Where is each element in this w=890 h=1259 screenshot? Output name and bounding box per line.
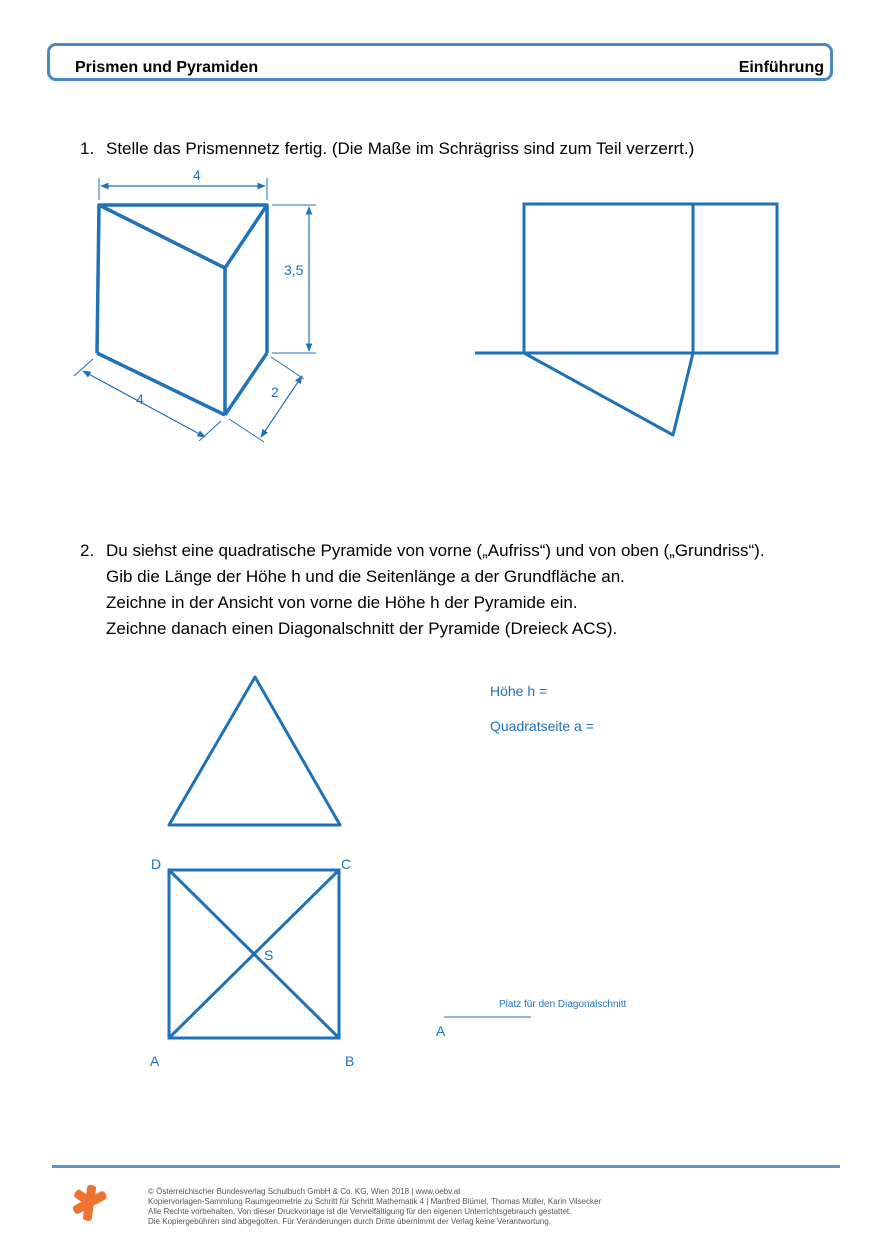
footer-line-3: Alle Rechte vorbehalten. Von dieser Druckvorlage ist die Vervielfältigung für den eigenen Unterrichtsgebrauch gestattet.	[148, 1207, 572, 1216]
prism-edge	[97, 205, 99, 353]
dimension-extension	[199, 421, 221, 441]
section-label: Einführung	[738, 59, 824, 76]
publisher-logo-icon	[70, 1183, 110, 1223]
pyramid-front-view	[169, 677, 340, 825]
net-triangle	[524, 353, 693, 435]
pyramid-top-view	[169, 870, 339, 1038]
net-rectangle-1	[524, 204, 693, 353]
task-2-line-3: Zeichne in der Ansicht von vorne die Höhe h der Pyramide ein.	[106, 593, 578, 612]
diagonal-cut-caption: Platz für den Diagonalschnitt	[499, 999, 627, 1010]
dimension-depth	[261, 376, 302, 437]
task-2-number: 2.	[80, 541, 95, 560]
height-answer-field[interactable]: Höhe h =	[490, 683, 548, 699]
dimension-extension	[74, 359, 93, 376]
prism-edge	[225, 353, 267, 415]
side-answer-field[interactable]: Quadratseite a =	[490, 718, 594, 734]
label-depth: 2	[271, 384, 279, 400]
footer-line-2: Kopiervorlagen-Sammlung Raumgeometrie zu Schritt für Schritt Mathematik 4 | Manfred Blümel, Thomas Müller, Karin Vilsecker	[148, 1197, 602, 1206]
label-height: 3,5	[284, 262, 304, 278]
task-2-line-4: Zeichne danach einen Diagonalschnitt der Pyramide (Dreieck ACS).	[106, 619, 618, 638]
task-1-text: Stelle das Prismennetz fertig. (Die Maße im Schrägriss sind zum Teil verzerrt.)	[106, 139, 695, 158]
task-1-number: 1.	[80, 139, 95, 158]
prism-top-face	[99, 205, 267, 268]
prism-net	[475, 204, 777, 435]
point-s-label: S	[264, 947, 274, 963]
point-a-label: A	[150, 1053, 160, 1069]
task-2-line-1: Du siehst eine quadratische Pyramide von vorne („Aufriss“) und von oben („Grundriss“).	[106, 541, 765, 560]
diagonal-cut-point-a: A	[436, 1023, 446, 1039]
point-d-label: D	[151, 856, 162, 872]
point-b-label: B	[345, 1053, 355, 1069]
label-top-width: 4	[193, 167, 201, 183]
dimension-extension	[271, 357, 304, 379]
footer-divider	[52, 1165, 840, 1168]
footer-line-4: Die Kopiergebühren sind abgegolten. Für Veränderungen durch Dritte übernimmt der Verlag keine Verantwortung.	[148, 1217, 551, 1226]
footer-copyright	[148, 1187, 601, 1227]
prism-edge	[97, 353, 225, 415]
dimension-extension	[229, 419, 264, 442]
footer-line-1: © Österreichischer Bundesverlag Schulbuch GmbH & Co. KG, Wien 2018 | www.oebv.at	[148, 1187, 461, 1196]
label-bottom-left: 4	[136, 391, 144, 407]
point-c-label: C	[341, 856, 352, 872]
dimension-bottom-left	[83, 371, 205, 437]
task-2-line-2: Gib die Länge der Höhe h und die Seitenlänge a der Grundfläche an.	[106, 567, 625, 586]
page-title: Prismen und Pyramiden	[75, 59, 259, 76]
prism-oblique-view	[74, 178, 316, 442]
net-rectangle-2	[693, 204, 777, 353]
